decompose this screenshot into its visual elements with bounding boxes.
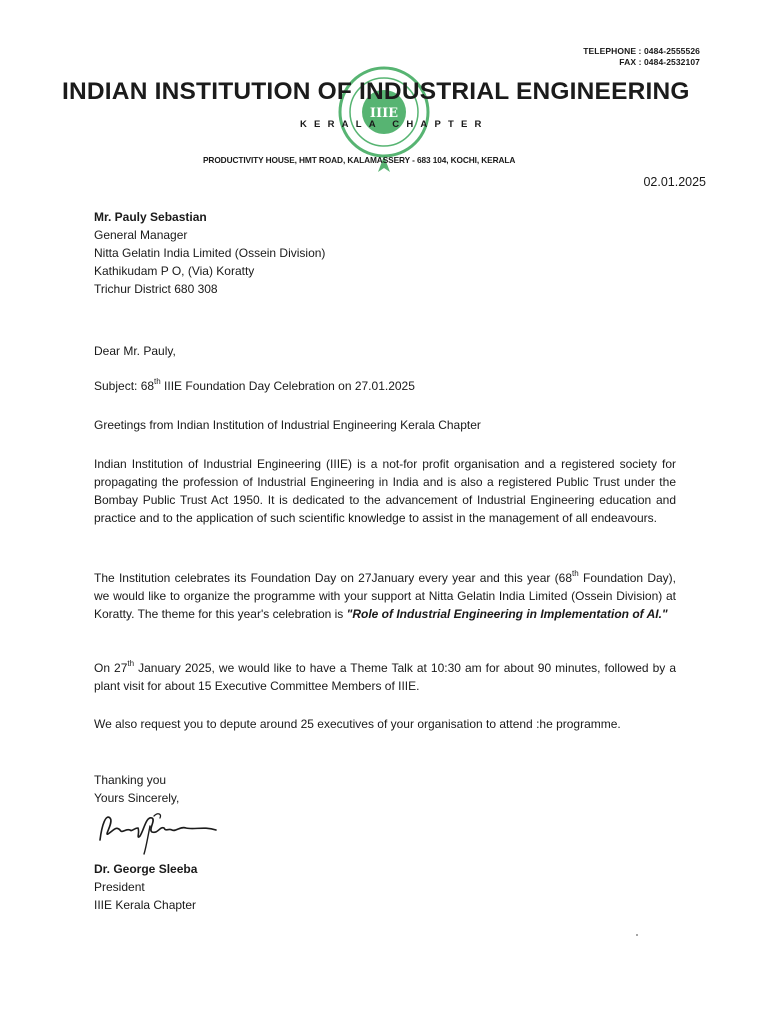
letterhead-address: PRODUCTIVITY HOUSE, HMT ROAD, KALAMASSERY - 683 104, KOCHI, KERALA — [203, 155, 516, 165]
letter-date: 02.01.2025 — [643, 175, 706, 189]
paragraph2-part2: Foundation Day), we would like to organize the programme with your support at Nitta Gelatin India Limited (Ossein Division) at Koratty. The theme for this year's celebration is — [94, 571, 677, 621]
salutation: Dear Mr. Pauly, — [94, 344, 176, 358]
paragraph3-part2: January 2025, we would like to have a Theme Talk at 10:30 am for about 90 minutes, followed by a plant visit for about 15 Executive Committee Members of IIIE. — [94, 661, 676, 693]
recipient-address-line2: Trichur District 680 308 — [94, 282, 218, 296]
closing-line1: Thanking you — [94, 773, 167, 787]
chapter-name: KERALA CHAPTER — [300, 119, 489, 130]
paragraph-theme-talk — [94, 659, 676, 695]
recipient-name: Mr. Pauly Sebastian — [94, 210, 207, 224]
signer-block — [94, 860, 676, 914]
subject-rest: IIIE Foundation Day Celebration on 27.01.2025 — [160, 379, 415, 393]
paragraph3-part1: On 27 — [94, 661, 128, 675]
recipient-block — [94, 208, 676, 298]
contact-info — [583, 46, 700, 68]
paragraph3-sup: th — [127, 659, 135, 668]
signer-organization: IIIE Kerala Chapter — [94, 898, 197, 912]
paragraph-request: We also request you to depute around 25 executives of your organisation to attend :he programme. — [94, 717, 621, 731]
fax-number: FAX : 0484-2532107 — [619, 57, 700, 67]
recipient-address-line1: Kathikudam P O, (Via) Koratty — [94, 264, 255, 278]
paragraph-foundation-day — [94, 569, 676, 623]
paragraph-about-iiie: Indian Institution of Industrial Engineering (IIIE) is a not-for profit organisation and a registered society for propagating the profession of Industrial Engineering in India and is also a registered Public Trust under the Bombay Public Trust Act 1950. It is dedicated to the advancement of Industrial Engineering education and practice and to the application of such scientific knowledge to assist in the management of all endeavours. — [94, 457, 676, 525]
seal-text: IIIE — [369, 106, 399, 121]
scan-speck — [636, 934, 638, 936]
paragraph2-part1: The Institution celebrates its Foundation Day on 27January every year and this year (68 — [94, 571, 573, 585]
telephone-number: TELEPHONE : 0484-2555526 — [583, 46, 700, 56]
handwritten-signature — [92, 806, 232, 858]
celebration-theme: "Role of Industrial Engineering in Implementation of AI." — [346, 607, 668, 621]
signer-title: President — [94, 880, 145, 894]
closing-line2: Yours Sincerely, — [94, 791, 180, 805]
signer-name: Dr. George Sleeba — [94, 862, 198, 876]
greeting-line: Greetings from Indian Institution of Industrial Engineering Kerala Chapter — [94, 418, 481, 432]
paragraph2-sup: th — [572, 569, 579, 578]
closing-block — [94, 771, 676, 807]
recipient-title: General Manager — [94, 228, 188, 242]
subject-sup: th — [154, 377, 161, 386]
subject-line — [94, 377, 676, 395]
organization-name: INDIAN INSTITUTION OF INDUSTRIAL ENGINEERING — [62, 78, 690, 105]
recipient-company: Nitta Gelatin India Limited (Ossein Division) — [94, 246, 326, 260]
subject-prefix: Subject: 68 — [94, 379, 155, 393]
